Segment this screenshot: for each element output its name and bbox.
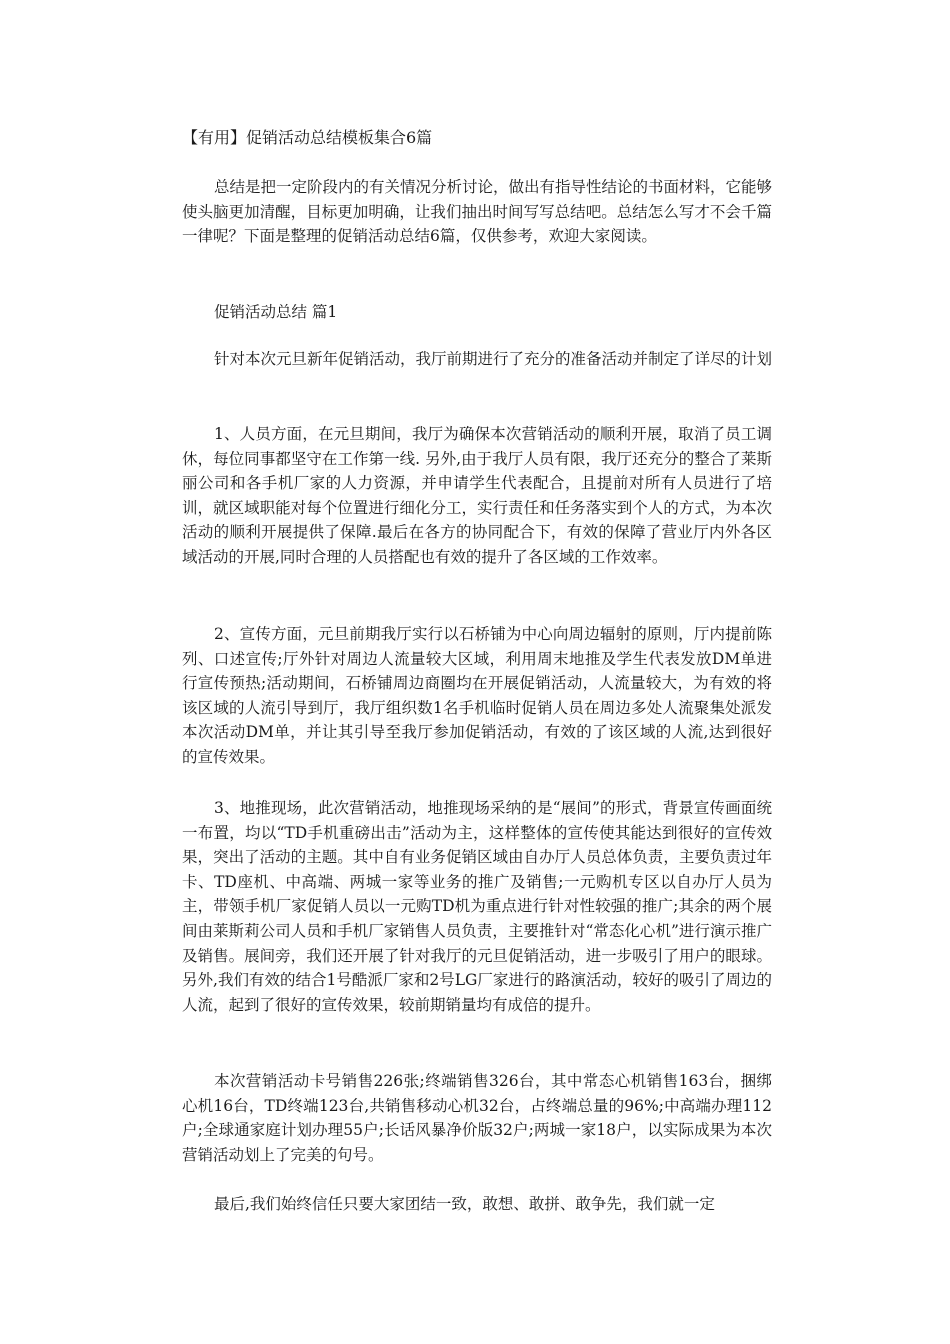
body-paragraph-onsite: 3、地推现场，此次营销活动，地推现场采纳的是“展间”的形式，背景宣传画面统一布置，均以“TD手机重磅出击”活动为主，这样整体的宣传使其能达到很好的宣传效果，突出了活动的主题。其中自有业务促销区域由自办厅人员总体负责，主要负责过年卡、TD座机、中高端、两城一家等业务的推广及销售;一元购机专区以自办厅人员为主，带领手机厂家促销人员以一元购TD机为重点进行针对性较强的推广;其余的两个展间由莱斯莉公司人员和手机厂家销售人员负责，主要推针对“常态化心机”进行演示推广及销售。展间旁，我们还开展了针对我厅的元旦促销活动，进一步吸引了用户的眼球。另外,我们有效的结合1号酷派厂家和2号LG厂家进行的路演活动，较好的吸引了周边的人流，起到了很好的宣传效果，较前期销量均有成倍的提升。 (182, 799, 772, 1014)
intro-paragraph: 总结是把一定阶段内的有关情况分析讨论，做出有指导性结论的书面材料，它能够使头脑更加清醒，目标更加明确，让我们抽出时间写写总结吧。总结怎么写才不会千篇一律呢？下面是整理的促销活动总结6篇，仅供参考，欢迎大家阅读。 (182, 178, 773, 246)
body-paragraph-preface: 针对本次元旦新年促销活动，我厅前期进行了充分的准备活动并制定了详尽的计划 (214, 350, 773, 368)
body-paragraph-publicity: 2、宣传方面，元旦前期我厅实行以石桥铺为中心向周边辐射的原则，厅内提前陈列、口述宣传;厅外针对周边人流量较大区域，利用周末地推及学生代表发放DM单进行宣传预热;活动期间，石桥铺周边商圈均在开展促销活动，人流量较大，为有效的将该区域的人流引导到厅，我厅组织数1名手机临时促销人员在周边多处人流聚集处派发本次活动DM单，并让其引导至我厅参加促销活动，有效的了该区域的人流,达到很好的宣传效果。 (182, 625, 772, 766)
body-paragraph-closing: 最后,我们始终信任只要大家团结一致，敢想、敢拼、敢争先，我们就一定 (214, 1195, 715, 1213)
document-title: 【有用】促销活动总结模板集合6篇 (182, 128, 433, 147)
body-paragraph-personnel: 1、人员方面，在元旦期间，我厅为确保本次营销活动的顺利开展，取消了员工调休，每位同事都坚守在工作第一线. 另外,由于我厅人员有限，我厅还充分的整合了莱斯丽公司和各手机厂家的人力资源，并申请学生代表配合，且提前对所有人员进行了培训，就区域职能对每个位置进行细化分工，实行责任和任务落实到个人的方式，为本次活动的顺利开展提供了保障.最后在各方的协同配合下，有效的保障了营业厅内外各区域活动的开展,同时合理的人员搭配也有效的提升了各区域的工作效率。 (182, 425, 772, 566)
body-paragraph-results: 本次营销活动卡号销售226张;终端销售326台，其中常态心机销售163台，捆绑心机16台，TD终端123台,共销售移动心机32台，占终端总量的96%;中高端办理112户;全球通家庭计划办理55户;长话风暴净价版32户;两城一家18户，以实际成果为本次营销活动划上了完美的句号。 (182, 1072, 772, 1164)
section-heading: 促销活动总结 篇1 (214, 303, 338, 321)
